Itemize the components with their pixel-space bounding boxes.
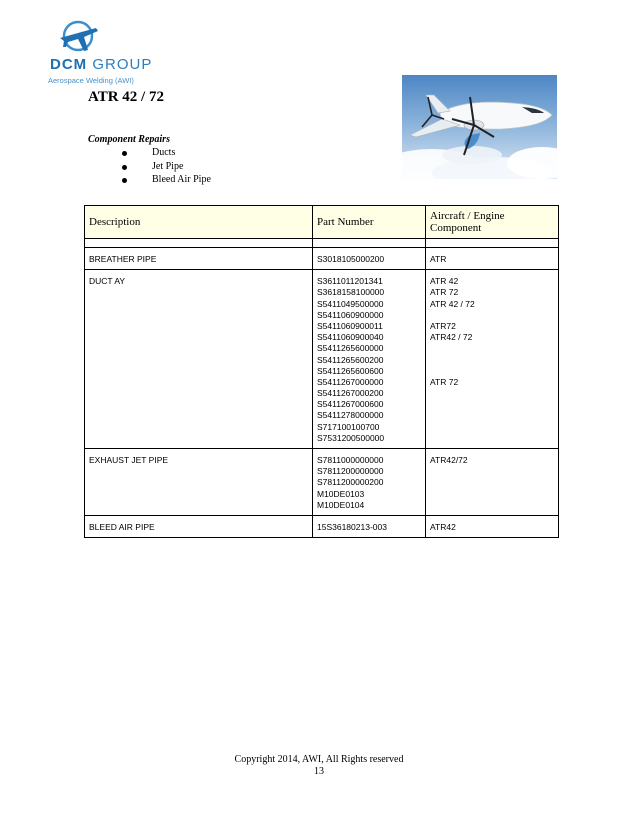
table-row (85, 248, 559, 270)
table-row (85, 270, 559, 449)
list-item: Ducts (118, 146, 211, 160)
aircraft-cell: ATR42 (426, 515, 559, 537)
list-item: Jet Pipe (118, 160, 211, 174)
description-cell: BREATHER PIPE (85, 248, 313, 270)
description-cell: DUCT AY (85, 270, 313, 449)
aircraft-photo (402, 75, 557, 179)
aircraft-cell: ATR42/72 (426, 449, 559, 516)
copyright-text: Copyright 2014, AWI, All Rights reserved (234, 754, 404, 765)
aircraft-cell: ATR (426, 248, 559, 270)
table-row (85, 449, 559, 516)
company-logo (44, 18, 154, 85)
description-cell: EXHAUST JET PIPE (85, 449, 313, 516)
logo-name: DCM GROUP (50, 56, 153, 73)
table-header-row (85, 206, 559, 239)
aircraft-cell: ATR 42 ATR 72 ATR 42 / 72 ATR72 ATR42 / 72 ATR 72 (426, 270, 559, 449)
table-spacer-row (85, 239, 559, 248)
logo-subtitle: Aerospace Welding (AWI) (48, 76, 134, 85)
page-number: 13 (314, 766, 324, 777)
column-header-description: Description (85, 206, 313, 239)
component-repairs-heading: Component Repairs (88, 134, 170, 145)
part-number-cell: S3611011201341 S3618158100000 S5411049500000 S5411060900000 S5411060900011 S5411060900040 S5411265600000 S5411265600200 S5411265600600 S5411267000000 S5411267000200 S5411267000600 S5411278000000 S717100100700 S7531200500000 (313, 270, 426, 449)
page-footer (0, 754, 638, 778)
table-row (85, 515, 559, 537)
parts-table (84, 205, 559, 538)
column-header-part-number: Part Number (313, 206, 426, 239)
part-number-cell: S3018105000200 (313, 248, 426, 270)
list-item: Bleed Air Pipe (118, 173, 211, 187)
repairs-list (118, 146, 211, 187)
page-title: ATR 42 / 72 (88, 89, 164, 105)
part-number-cell: S7811000000000 S7811200000000 S7811200000200 M10DE0103 M10DE0104 (313, 449, 426, 516)
airplane-globe-icon (58, 18, 100, 54)
description-cell: BLEED AIR PIPE (85, 515, 313, 537)
column-header-aircraft: Aircraft / Engine Component (426, 206, 559, 239)
part-number-cell: 15S36180213-003 (313, 515, 426, 537)
